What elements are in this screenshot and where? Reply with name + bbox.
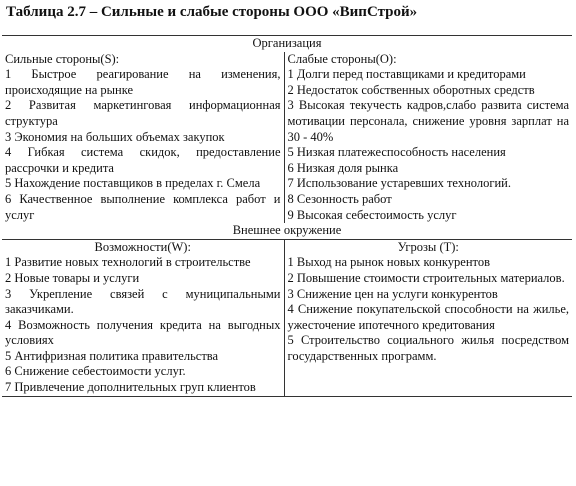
opportunities-cell bbox=[2, 239, 284, 396]
opportunities-item: 3 Укрепление связей с муниципальными заказчиками. bbox=[5, 286, 281, 317]
opportunities-item: 6 Снижение себестоимости услуг. bbox=[5, 364, 186, 379]
threats-item: 4 Снижение покупательской способности на жилье, ужесточение ипотечного кредитования bbox=[287, 302, 570, 332]
internal-row bbox=[2, 52, 572, 224]
opportunities-item: 1 Развитие новых технологий в строительстве bbox=[5, 255, 251, 270]
weaknesses-item: 6 Низкая доля рынка bbox=[287, 160, 399, 175]
weaknesses-title: Слабые стороны(O): bbox=[287, 51, 397, 66]
strengths-item: 6 Качественное выполнение комплекса работ и услуг bbox=[5, 191, 281, 222]
opportunities-item: 4 Возможность получения кредита на выгодных условиях bbox=[5, 317, 281, 348]
threats-list bbox=[288, 255, 570, 364]
weaknesses-item: 2 Недостаток собственных оборотных средств bbox=[287, 82, 535, 97]
opportunities-item: 5 Антифризная политика правительства bbox=[5, 348, 219, 363]
threats-item: 5 Строительство социального жилья посредством государственных программ. bbox=[287, 333, 570, 363]
threats-cell bbox=[284, 239, 572, 396]
opportunities-title: Возможности(W): bbox=[94, 239, 191, 254]
strengths-item: 2 Развитая маркетинговая информационная структура bbox=[5, 98, 281, 128]
internal-header-row bbox=[2, 36, 572, 52]
external-header: Внешнее окружение bbox=[2, 223, 572, 239]
internal-header: Организация bbox=[2, 36, 572, 52]
opportunities-item: 7 Привлечение дополнительных груп клиентов bbox=[5, 380, 256, 395]
weaknesses-item: 8 Сезонность работ bbox=[287, 191, 392, 206]
threats-item: 3 Снижение цен на услуги конкурентов bbox=[287, 286, 498, 301]
strengths-item: 3 Экономия на больших объемах закупок bbox=[5, 129, 225, 144]
weaknesses-list bbox=[288, 67, 570, 223]
weaknesses-item: 9 Высокая себестоимость услуг bbox=[287, 207, 457, 222]
strengths-list bbox=[5, 67, 281, 223]
weaknesses-item: 3 Высокая текучесть кадров,слабо развита система мотивации персонала, снижение уровня зарплат на 30 - 40% bbox=[287, 98, 570, 144]
strengths-item: 5 Нахождение поставщиков в пределах г. Смела bbox=[5, 176, 261, 191]
table-caption: Таблица 2.7 – Сильные и слабые стороны ООО «ВипСтрой» bbox=[6, 4, 418, 20]
opportunities-list bbox=[5, 255, 281, 395]
threats-item: 1 Выход на рынок новых конкурентов bbox=[287, 255, 490, 270]
external-row bbox=[2, 239, 572, 396]
weaknesses-item: 5 Низкая платежеспособность населения bbox=[287, 145, 506, 160]
strengths-item: 1 Быстрое реагирование на изменения, происходящие на рынке bbox=[5, 67, 281, 97]
weaknesses-item: 7 Использование устаревших технологий. bbox=[287, 176, 511, 191]
threats-title: Угрозы (T): bbox=[397, 239, 459, 254]
opportunities-item: 2 Новые товары и услуги bbox=[5, 270, 140, 285]
threats-item: 2 Повышение стоимости строительных материалов. bbox=[287, 270, 565, 285]
external-header-row bbox=[2, 223, 572, 239]
weaknesses-item: 1 Долги перед поставщиками и кредиторами bbox=[287, 67, 526, 82]
swot-table bbox=[2, 35, 572, 397]
weaknesses-cell bbox=[284, 52, 572, 224]
strengths-item: 4 Гибкая система скидок, предоставление рассрочки и кредита bbox=[5, 145, 281, 175]
strengths-title: Сильные стороны(S): bbox=[5, 51, 120, 66]
strengths-cell bbox=[2, 52, 284, 224]
